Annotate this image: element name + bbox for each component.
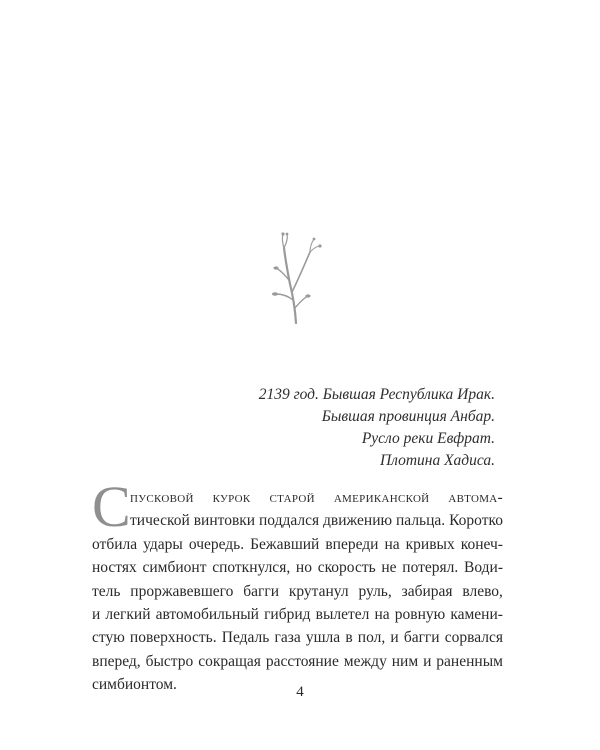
word: багги xyxy=(403,629,440,647)
word: в xyxy=(345,629,353,647)
word: пальца. xyxy=(396,512,446,530)
word: и xyxy=(423,652,432,670)
word: скорость xyxy=(317,559,376,577)
word: но xyxy=(295,559,312,577)
word: конеч- xyxy=(460,535,503,553)
word: ровную xyxy=(394,605,446,623)
word: легкий xyxy=(105,605,151,623)
word: винтовки xyxy=(193,512,256,530)
page-number: 4 xyxy=(296,684,304,700)
word: удары xyxy=(143,535,183,553)
body-paragraph xyxy=(92,486,503,697)
body-line xyxy=(92,580,503,603)
body-line xyxy=(92,533,503,556)
epigraph-line: Бывшая провинция Анбар. xyxy=(321,408,495,425)
word: вылетел xyxy=(315,605,370,623)
word: отбила xyxy=(92,535,138,553)
word: стую xyxy=(92,629,125,647)
drop-cap: С xyxy=(92,474,131,539)
epigraph xyxy=(180,384,495,472)
word: старой xyxy=(269,489,315,506)
epigraph-line: 2139 год. Бывшая Республика Ирак. xyxy=(258,386,495,403)
word: между xyxy=(343,652,387,670)
word: пусковой xyxy=(130,489,194,506)
word: быстро xyxy=(145,652,194,670)
word: поверхность. xyxy=(129,629,217,647)
word: автомобильный xyxy=(155,605,259,623)
word: гибрид xyxy=(264,605,311,623)
word: на xyxy=(374,605,390,623)
word: крутанул xyxy=(288,582,349,600)
word: тель xyxy=(92,582,121,600)
word: движению xyxy=(323,512,393,530)
word: камени- xyxy=(450,605,503,623)
word: кривых xyxy=(405,535,455,553)
word: раненным xyxy=(436,652,503,670)
word: симбионт xyxy=(142,559,207,577)
word: и xyxy=(390,629,399,647)
epigraph-line: Плотина Хадиса. xyxy=(379,452,495,469)
body-line xyxy=(92,650,503,673)
word: вперед, xyxy=(92,652,141,670)
word: потерял. xyxy=(402,559,459,577)
word: забирая xyxy=(401,582,453,600)
word: расстояние xyxy=(265,652,339,670)
word: ностях xyxy=(92,559,137,577)
body-line: симбионтом. xyxy=(92,676,177,694)
word: на xyxy=(384,535,400,553)
plant-sprig-icon xyxy=(262,228,324,324)
word: ушла xyxy=(305,629,341,647)
word: не xyxy=(381,559,397,577)
word: Води- xyxy=(464,559,503,577)
word: пол, xyxy=(357,629,386,647)
word: тической xyxy=(130,512,190,530)
epigraph-line: Русло реки Евфрат. xyxy=(361,430,495,447)
word: проржавевшего xyxy=(130,582,234,600)
body-line xyxy=(92,556,503,579)
word: руль, xyxy=(358,582,392,600)
word: ним xyxy=(391,652,419,670)
word: поддался xyxy=(259,512,320,530)
body-line xyxy=(92,486,503,509)
word: споткнулся, xyxy=(212,559,291,577)
word: впереди xyxy=(325,535,379,553)
word: Коротко xyxy=(449,512,503,530)
word: Бежавший xyxy=(250,535,320,553)
word: влево, xyxy=(462,582,503,600)
word: Педаль xyxy=(221,629,270,647)
body-line xyxy=(92,603,503,626)
body-line xyxy=(92,626,503,649)
word: очередь. xyxy=(188,535,245,553)
word: сорвался xyxy=(444,629,503,647)
word: курок xyxy=(212,489,251,506)
word: багги xyxy=(243,582,280,600)
word: газа xyxy=(274,629,301,647)
word: американской xyxy=(333,489,430,506)
word: автома- xyxy=(448,489,503,506)
word: и xyxy=(92,605,101,623)
word: сокращая xyxy=(198,652,261,670)
body-line xyxy=(92,509,503,532)
